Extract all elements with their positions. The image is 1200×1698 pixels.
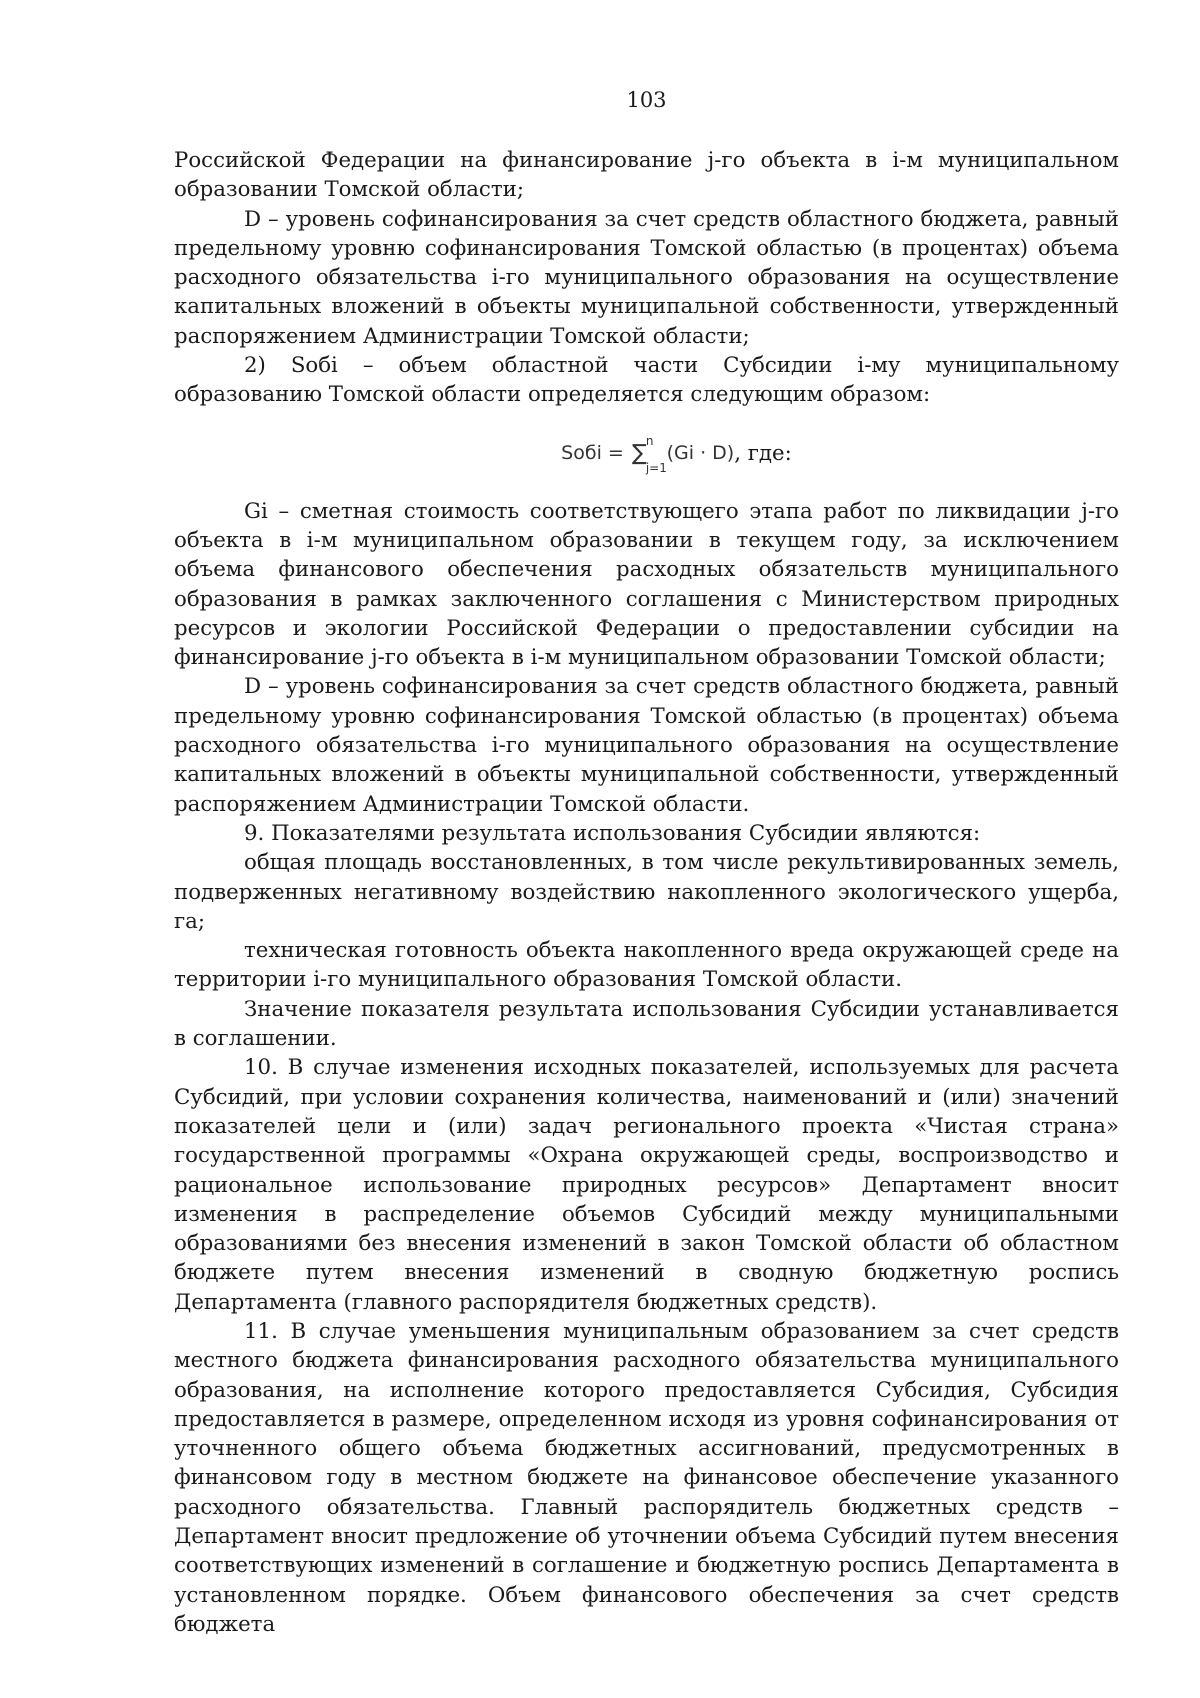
paragraph-definition-gi: Gi – сметная стоимость соответствующего этапа работ по ликвидации j-го объекта в i-м муниципальном образовании в текущем году, за исключением объема финансового обеспечения расходных обязательств муниципального образования в рамках заключенного соглашения с Министерством природных ресурсов и экологии Российской Федерации о предоставлении субсидии на финансирование j-го объекта в i-м муниципальном образовании Томской области; [174, 498, 1119, 671]
sum-lower-limit: j=1 [645, 460, 667, 475]
formula-body: (Gi · D) [666, 441, 735, 464]
sum-upper-limit: n [645, 433, 654, 448]
document-body [174, 146, 1119, 1639]
paragraph-definition-d: D – уровень софинансирования за счет средств областного бюджета, равный предельному уровню софинансирования Томской областью (в процентах) объема расходного обязательства i-го муниципального образования на осуществление капитальных вложений в объекты муниципальной собственности, утвержденный распоряжением Администрации Томской области; [174, 206, 1119, 349]
formula-tail: , где: [734, 440, 792, 466]
paragraph-item-10: 10. В случае изменения исходных показателей, используемых для расчета Субсидий, при условии сохранения количества, наименований и (или) значений показателей цели и (или) задач регионального проекта «Чистая страна» государственной программы «Охрана окружающей среды, воспроизводство и рациональное использование природных ресурсов» Департамент вносит изменения в распределение объемов Субсидий между муниципальными образованиями без внесения изменений в закон Томской области об областном бюджете путем внесения изменений в сводную бюджетную роспись Департамента (главного распорядителя бюджетных средств). [174, 1055, 1119, 1315]
page-number: 103 [626, 88, 667, 112]
paragraph-item-9: 9. Показателями результата использования Субсидии являются: [244, 820, 981, 846]
sum-symbol: ∑ n j=1 [631, 433, 667, 475]
paragraph-indicator-readiness: техническая готовность объекта накопленного вреда окружающей среде на территории i-го муниципального образования Томской области. [174, 938, 1119, 993]
paragraph-item-11: 11. В случае уменьшения муниципальным образованием за счет средств местного бюджета финансирования расходного обязательства муниципального образования, на исполнение которого предоставляется Субсидия, Субсидия предоставляется в размере, определенном исходя из уровня софинансирования от уточненного общего объема бюджетных ассигнований, предусмотренных в финансовом году в местном бюджете на финансовое обеспечение указанного расходного обязательства. Главный распорядитель бюджетных средств – Департамент вносит предложение об уточнении объема Субсидий путем внесения соответствующих изменений в соглашение и бюджетную роспись Департамента в установленном порядке. Объем финансового обеспечения за счет средств бюджета [174, 1318, 1119, 1637]
formula-sobi [174, 410, 1119, 497]
paragraph-definition-d-2: D – уровень софинансирования за счет средств областного бюджета, равный предельному уровню софинансирования Томской областью (в процентах) объема расходного обязательства i-го муниципального образования на осуществление капитальных вложений в объекты муниципальной собственности, утвержденный распоряжением Администрации Томской области. [174, 674, 1119, 817]
formula-lhs: Sобi = [561, 441, 624, 464]
paragraph-continuation: Российской Федерации на финансирование j-го объекта в i-м муниципальном образовании Томской области; [174, 148, 1119, 203]
paragraph-indicator-area: общая площадь восстановленных, в том числе рекультивированных земель, подверженных негативному воздействию накопленного экологического ущерба, га; [174, 850, 1119, 934]
formula-expression [561, 433, 735, 475]
paragraph-indicator-value: Значение показателя результата использования Субсидии устанавливается в соглашении. [174, 996, 1119, 1052]
paragraph-item-2: 2) Sобi – объем областной части Субсидии i-му муниципальному образованию Томской области определяется следующим образом: [174, 353, 1119, 408]
